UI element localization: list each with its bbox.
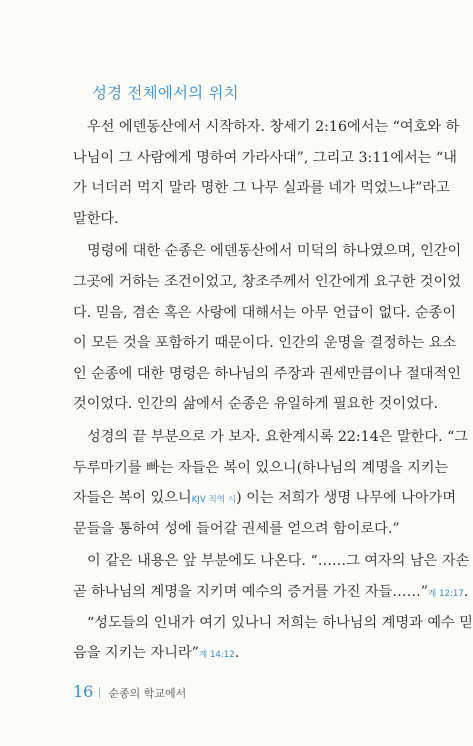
page-footer bbox=[73, 682, 186, 701]
text-segment: 우선 에덴동산에서 시작하자. 창세기 2:16에서는 “여호와 하 bbox=[87, 119, 460, 135]
scripture-reference: KJV 직역 시 bbox=[191, 495, 237, 506]
text-line bbox=[73, 143, 457, 174]
text-line bbox=[73, 389, 439, 420]
text-line bbox=[73, 608, 473, 639]
text-segment: 곧 하나님의 계명을 지키며 예수의 증거를 가진 자들……” bbox=[73, 583, 429, 600]
text-segment: 그곳에 거하는 조건이었고, 창조주께서 인간에게 요구한 것이었 bbox=[73, 273, 461, 290]
text-segment: 말한다. bbox=[73, 210, 119, 227]
text-line bbox=[73, 112, 460, 143]
text-line bbox=[73, 267, 461, 298]
text-segment: 문들을 통하여 성에 들어갈 권세를 얻으려 함이로다.” bbox=[73, 520, 400, 537]
text-segment: 명령에 대한 순종은 에덴동산에서 미덕의 하나였으며, 인간이 bbox=[87, 243, 462, 260]
text-line bbox=[73, 359, 461, 390]
text-line bbox=[73, 328, 457, 359]
scripture-reference: 계 14:12 bbox=[198, 650, 235, 661]
text-segment: 나님이 그 사람에게 명하여 가라사대”, 그리고 3:11에서는 “내 bbox=[73, 149, 457, 166]
text-segment: 음을 지키는 자니라” bbox=[73, 645, 199, 662]
page-number: 16 bbox=[73, 682, 94, 701]
scripture-reference: 계 12:17 bbox=[428, 588, 464, 599]
text-line bbox=[73, 236, 462, 267]
text-segment: 자들은 복이 있으니 bbox=[73, 490, 192, 507]
text-segment: ) 이는 저희가 생명 나무에 나아가며 bbox=[236, 490, 457, 507]
text-segment: 두루마기를 빠는 자들은 복이 있으니(하나님의 계명을 지키는 bbox=[73, 459, 449, 476]
text-line bbox=[73, 422, 469, 453]
text-segment: . bbox=[234, 645, 240, 662]
text-line bbox=[73, 546, 470, 577]
text-segment: 다. 믿음, 겸손 혹은 사랑에 대해서는 아무 언급이 없다. 순종이 bbox=[73, 304, 457, 321]
text-line bbox=[73, 453, 449, 484]
text-line bbox=[73, 173, 450, 204]
text-segment: 인 순종에 대한 명령은 하나님의 주장과 권세만큼이나 절대적인 bbox=[73, 365, 461, 382]
text-segment: 가 너더러 먹지 말라 명한 그 나무 실과를 네가 먹었느냐”라고 bbox=[73, 180, 450, 197]
text-line bbox=[73, 204, 431, 235]
text-segment: 성경의 끝 부분으로 가 보자. 요한계시록 22:14은 말한다. “그 bbox=[87, 428, 469, 445]
running-title: 순종의 학교에서 bbox=[108, 687, 187, 700]
text-segment: . bbox=[463, 583, 469, 600]
text-line bbox=[73, 298, 457, 329]
text-segment: 이 모든 것을 포함하기 때문이다. 인간의 운명을 결정하는 요소 bbox=[73, 335, 457, 352]
text-segment: “성도들의 인내가 여기 있나니 저희는 하나님의 계명과 예수 믿 bbox=[87, 614, 473, 631]
text-line bbox=[73, 483, 457, 514]
text-line bbox=[73, 638, 431, 669]
footer-divider bbox=[99, 687, 100, 698]
body-text bbox=[73, 112, 473, 669]
text-line bbox=[73, 514, 431, 545]
section-heading: 성경 전체에서의 위치 bbox=[92, 84, 239, 102]
text-segment: 이 같은 내용은 앞 부분에도 나온다. “……그 여자의 남은 자손 bbox=[87, 553, 470, 570]
text-segment: 것이었다. 인간의 삶에서 순종은 유일하게 필요한 것이었다. bbox=[73, 396, 439, 413]
text-line bbox=[73, 577, 469, 608]
